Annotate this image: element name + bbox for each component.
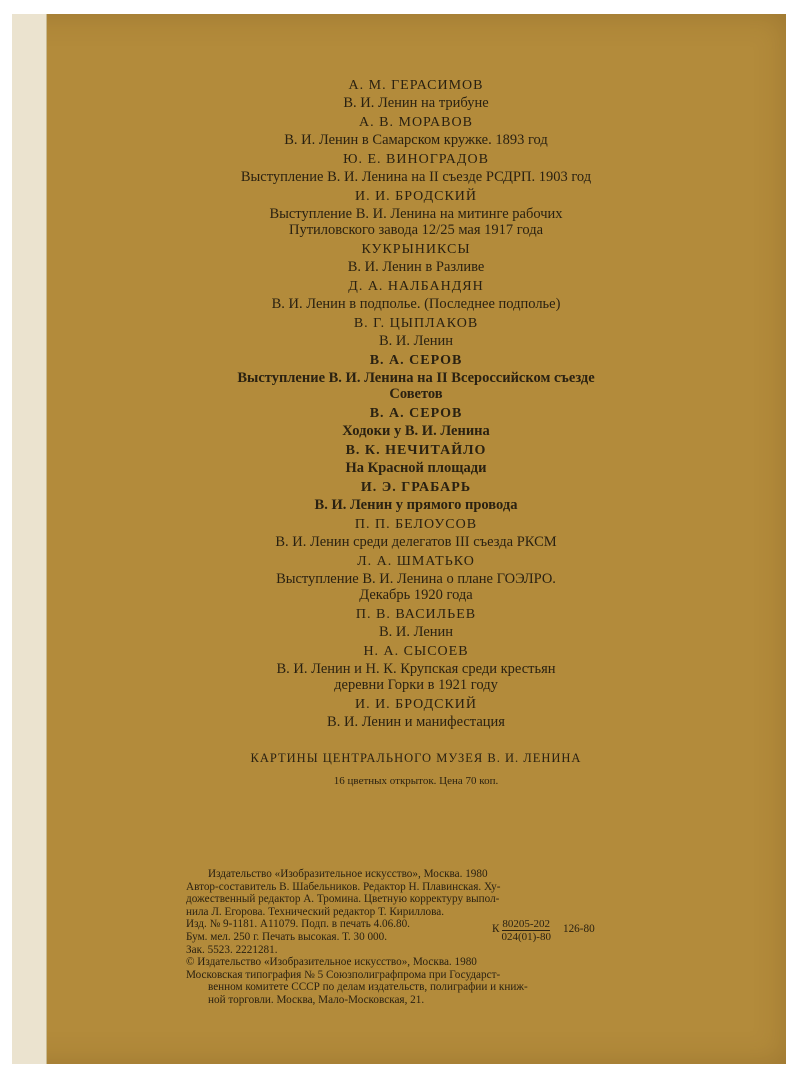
artwork-title: Выступление В. И. Ленина о плане ГОЭЛРО.: [276, 571, 556, 587]
imprint-index-fraction: [501, 918, 551, 943]
artist-name: И. Э. ГРАБАРЬ: [360, 480, 472, 495]
artist-name: В. А. СЕРОВ: [369, 406, 463, 421]
book-spine: [12, 14, 47, 1064]
artwork-title: Ходоки у В. И. Ленина: [342, 423, 490, 439]
price-line: 16 цветных открыток. Цена 70 коп.: [333, 775, 499, 787]
artwork-title: деревни Горки в 1921 году: [334, 677, 498, 693]
imprint-credits-line: нила Л. Егорова. Технический редактор Т. Кириллова.: [186, 905, 445, 918]
artist-name: Ю. Е. ВИНОГРАДОВ: [343, 152, 489, 167]
artist-name: В. А. СЕРОВ: [369, 353, 463, 368]
artwork-title: Путиловского завода 12/25 мая 1917 года: [288, 222, 544, 238]
imprint-printer-line: Московская типография № 5 Союзполиграфпрома при Государст-: [186, 968, 501, 981]
artist-name: Д. А. НАЛБАНДЯН: [348, 279, 484, 294]
artist-name: И. И. БРОДСКИЙ: [354, 697, 478, 712]
imprint-credits-line: Автор-составитель В. Шабельников. Редактор Н. Плавинская. Ху-: [186, 880, 501, 893]
imprint-order-line: Изд. № 9-1181. А11079. Подп. в печать 4.06.80.: [186, 918, 410, 931]
artist-name: В. К. НЕЧИТАЙЛО: [345, 443, 487, 458]
artist-name: А. В. МОРАВОВ: [359, 115, 473, 130]
artwork-title: На Красной площади: [345, 460, 487, 476]
imprint-code: 126-80: [562, 923, 595, 936]
artist-name: П. В. ВАСИЛЬЕВ: [355, 607, 477, 622]
artist-name: А. М. ГЕРАСИМОВ: [348, 78, 484, 93]
artist-name: В. Г. ЦЫПЛАКОВ: [353, 316, 479, 331]
series-title: КАРТИНЫ ЦЕНТРАЛЬНОГО МУЗЕЯ В. И. ЛЕНИНА: [250, 751, 582, 765]
artist-name: Н. А. СЫСОЕВ: [363, 644, 469, 659]
artist-name: Л. А. ШМАТЬКО: [357, 554, 475, 569]
artwork-title: В. И. Ленин: [378, 624, 454, 640]
imprint-printer-line: венном комитете СССР по делам издательств, полиграфии и книж-: [208, 981, 528, 994]
imprint-k-letter: К: [492, 923, 500, 936]
artwork-entry: [46, 188, 786, 238]
artwork-title: В. И. Ленин и манифестация: [327, 714, 505, 730]
imprint-copyright-line: © Издательство «Изобразительное искусство», Москва. 1980: [186, 956, 477, 969]
contents-list: [46, 74, 786, 788]
artwork-title: В. И. Ленин на трибуне: [343, 95, 489, 111]
artwork-entry: [46, 553, 786, 603]
artwork-title: В. И. Ленин и Н. К. Крупская среди крестьян: [276, 661, 556, 677]
artwork-entry: [46, 151, 786, 185]
artwork-title: В. И. Ленин среди делегатов III съезда РКСМ: [275, 534, 557, 550]
artwork-entry: [46, 315, 786, 349]
artwork-entry: [46, 516, 786, 550]
artwork-title: В. И. Ленин в Самарском кружке. 1893 год: [284, 132, 548, 148]
artwork-entry: [46, 352, 786, 402]
artwork-title: Советов: [389, 386, 443, 402]
fraction-numerator: 80205-202: [502, 918, 551, 931]
artwork-entry: [46, 643, 786, 693]
artwork-title: Выступление В. И. Ленина на II Всероссийском съезде: [237, 370, 595, 386]
entries-container: [46, 77, 786, 730]
imprint-order-block: [186, 918, 626, 956]
artist-name: И. И. БРОДСКИЙ: [354, 189, 478, 204]
artwork-title: Выступление В. И. Ленина на митинге рабочих: [269, 206, 563, 222]
artwork-title: Декабрь 1920 года: [359, 587, 473, 603]
artwork-entry: [46, 606, 786, 640]
artwork-entry: [46, 479, 786, 513]
imprint-printer-line: ной торговли. Москва, Мало-Московская, 21.: [208, 993, 425, 1006]
artwork-title: Выступление В. И. Ленина на II съезде РСДРП. 1903 год: [240, 169, 592, 185]
artist-name: КУКРЫНИКСЫ: [361, 242, 471, 257]
imprint-order-line: Бум. мел. 250 г. Печать высокая. Т. 30 000.: [186, 930, 388, 943]
imprint-block: [186, 868, 626, 1007]
artwork-title: В. И. Ленин в подполье. (Последнее подполье): [271, 296, 561, 312]
artwork-entry: [46, 77, 786, 111]
artwork-entry: [46, 442, 786, 476]
artwork-title: В. И. Ленин у прямого провода: [314, 497, 518, 513]
artwork-entry: [46, 405, 786, 439]
imprint-order-line: Зак. 5523. 2221281.: [186, 943, 278, 956]
artwork-entry: [46, 696, 786, 730]
artwork-title: В. И. Ленин: [378, 333, 454, 349]
fraction-denominator: 024(01)-80: [501, 931, 551, 944]
imprint-order-lines: [186, 918, 492, 956]
artwork-title: В. И. Ленин в Разливе: [347, 259, 485, 275]
artwork-entry: [46, 241, 786, 275]
artwork-entry: [46, 114, 786, 148]
artist-name: П. П. БЕЛОУСОВ: [354, 517, 478, 532]
imprint-credits-line: дожественный редактор А. Тромина. Цветную корректуру выпол-: [186, 893, 500, 906]
artwork-entry: [46, 278, 786, 312]
imprint-publisher: Издательство «Изобразительное искусство», Москва. 1980: [208, 868, 488, 880]
